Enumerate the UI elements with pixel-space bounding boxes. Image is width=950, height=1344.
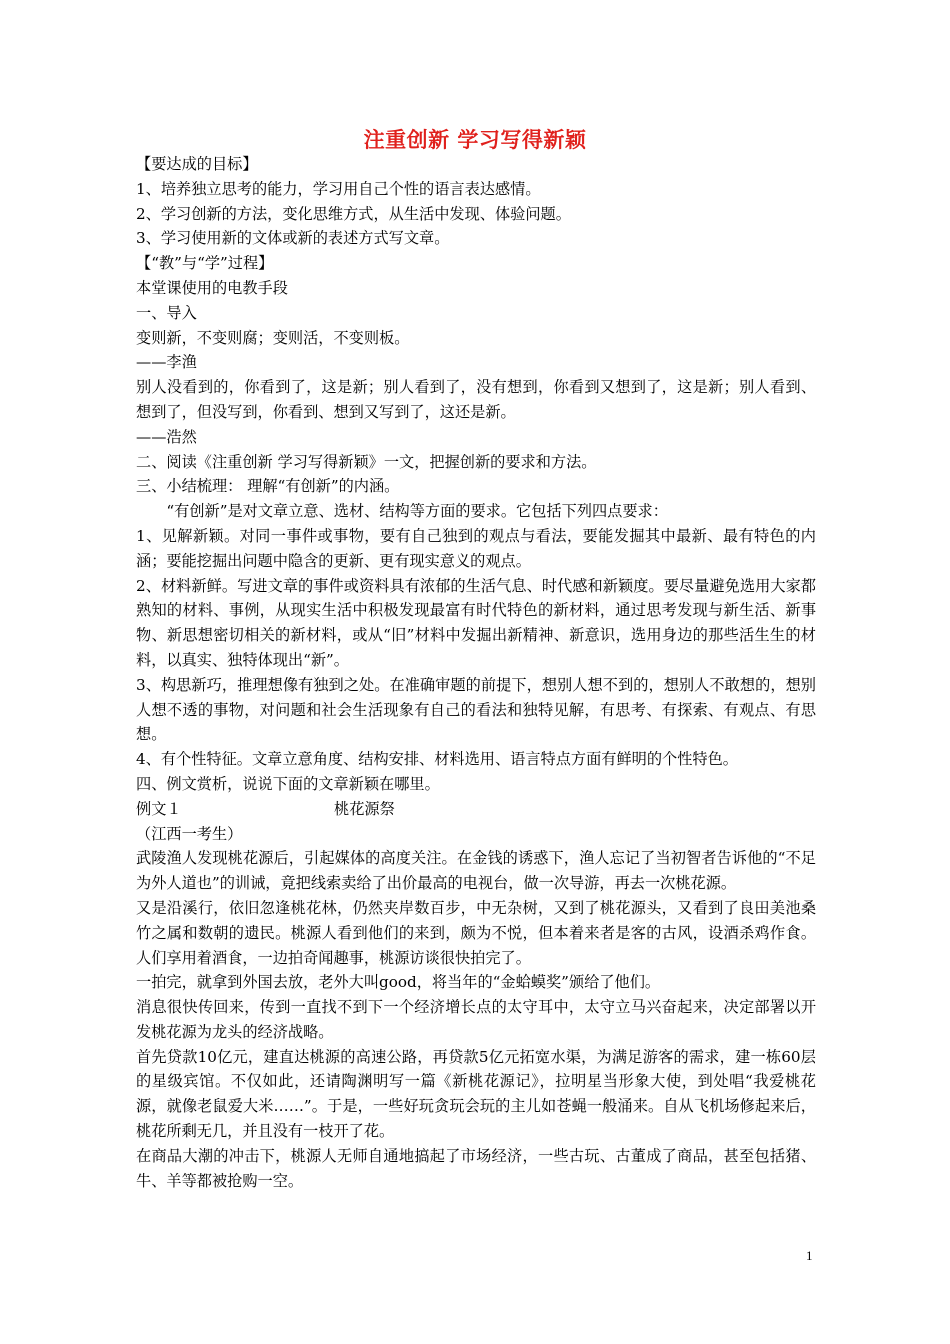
page-number: 1 <box>806 1248 813 1263</box>
essay-paragraph: 消息很快传回来，传到一直找不到下一个经济增长点的太守耳中，太守立马兴奋起来，决定部署以开发桃花源为龙头的经济战略。 <box>136 998 816 1041</box>
example-label: 例文１ <box>136 799 182 818</box>
essay-paragraph: 武陵渔人发现桃花源后，引起媒体的高度关注。在金钱的诱惑下，渔人忘记了当初智者告诉他的“不足为外人道也”的训诫，竟把线索卖给了出价最高的电视台，做一次导游，再去一次桃花源。 <box>136 849 816 893</box>
page-title: 注重创新 学习写得新颖 <box>363 128 587 152</box>
paragraph: 三、小结梳理： 理解“有创新”的内涵。 <box>136 477 400 496</box>
paragraph: 本堂课使用的电教手段 <box>136 278 288 297</box>
goal-item: 1、培养独立思考的能力，学习用自己个性的语言表达感情。 <box>136 179 541 198</box>
goal-item: 2、学习创新的方法，变化思维方式，从生活中发现、体验问题。 <box>136 204 571 223</box>
example-author: （江西一考生） <box>136 824 243 843</box>
paragraph: 二、阅读《注重创新 学习写得新颖》一文，把握创新的要求和方法。 <box>136 452 597 471</box>
requirement-item: 1、见解新颖。对同一事件或事物，要有自己独到的观点与看法，要能发掘其中最新、最有特色的内涵；要能挖掘出问题中隐含的更新、更有现实意义的观点。 <box>136 526 816 570</box>
essay-paragraph: 又是沿溪行，依旧忽逢桃花林，仍然夹岸数百步，中无杂树，又到了桃花源头，又看到了良田美池桑竹之属和数朝的遗民。桃源人看到他们的来到，颇为不悦，但本着来者是客的古风，设酒杀鸡作食。人们享用着酒食，一边拍奇闻趣事，桃源访谈很快拍完了。 <box>136 898 816 967</box>
requirement-item: 4、有个性特征。文章立意角度、结构安排、材料选用、语言特点方面有鲜明的个性特色。 <box>136 750 738 769</box>
paragraph: 一、导入 <box>136 303 197 322</box>
goal-item: 3、学习使用新的文体或新的表述方式写文章。 <box>136 229 450 248</box>
section-heading-process: 【“教”与“学”过程】 <box>136 254 274 273</box>
essay-paragraph: 在商品大潮的冲击下，桃源人无师自通地搞起了市场经济，一些古玩、古董成了商品，甚至包括猪、牛、羊等都被抢购一空。 <box>136 1146 816 1190</box>
essay-paragraph: 一拍完，就拿到外国去放，老外大叫good，将当年的“金蛤蟆奖”颁给了他们。 <box>136 973 661 992</box>
quote-attribution: ——浩然 <box>136 427 197 446</box>
quote-attribution: ——李渔 <box>136 353 197 372</box>
essay-paragraph: 首先贷款10亿元，建直达桃源的高速公路，再贷款5亿元拓宽水渠，为满足游客的需求，建一栋60层的星级宾馆。不仅如此，还请陶渊明写一篇《新桃花源记》，拉明星当形象大使，到处唱“我爱桃花源，就像老鼠爱大米……”。于是，一些好玩贪玩会玩的主儿如苍蝇一般涌来。自从飞机场修起来后，桃花所剩无几，并且没有一枝开了花。 <box>136 1047 816 1141</box>
paragraph: 四、例文赏析，说说下面的文章新颖在哪里。 <box>136 774 440 793</box>
example-heading <box>136 797 816 822</box>
requirement-item: 3、构思新巧，推理想像有独到之处。在准确审题的前提下，想别人想不到的，想别人不敢想的，想别人想不透的事物，对问题和社会生活现象有自己的看法和独特见解，有思考、有探索、有观点、有思想。 <box>136 675 816 744</box>
quote: 别人没看到的，你看到了，这是新；别人看到了，没有想到，你看到又想到了，这是新；别人看到、想到了，但没写到，你看到、想到又写到了，这还是新。 <box>136 378 816 421</box>
requirement-item: 2、材料新鲜。写进文章的事件或资料具有浓郁的生活气息、时代感和新颖度。要尽量避免选用大家都熟知的材料、事例，从现实生活中积极发现最富有时代特色的新材料，通过思考发现与新生活、新事物、新思想密切相关的新材料，或从“旧”材料中发掘出新精神、新意识，选用身边的那些活生生的材料，以真实、独特体现出“新”。 <box>136 576 816 669</box>
example-title: 桃花源祭 <box>334 799 395 818</box>
section-heading-goals: 【要达成的目标】 <box>136 155 258 173</box>
paragraph: “有创新”是对文章立意、选材、结构等方面的要求。它包括下列四点要求： <box>166 502 668 521</box>
quote: 变则新，不变则腐；变则活，不变则板。 <box>136 328 410 347</box>
document-body <box>136 152 816 1193</box>
